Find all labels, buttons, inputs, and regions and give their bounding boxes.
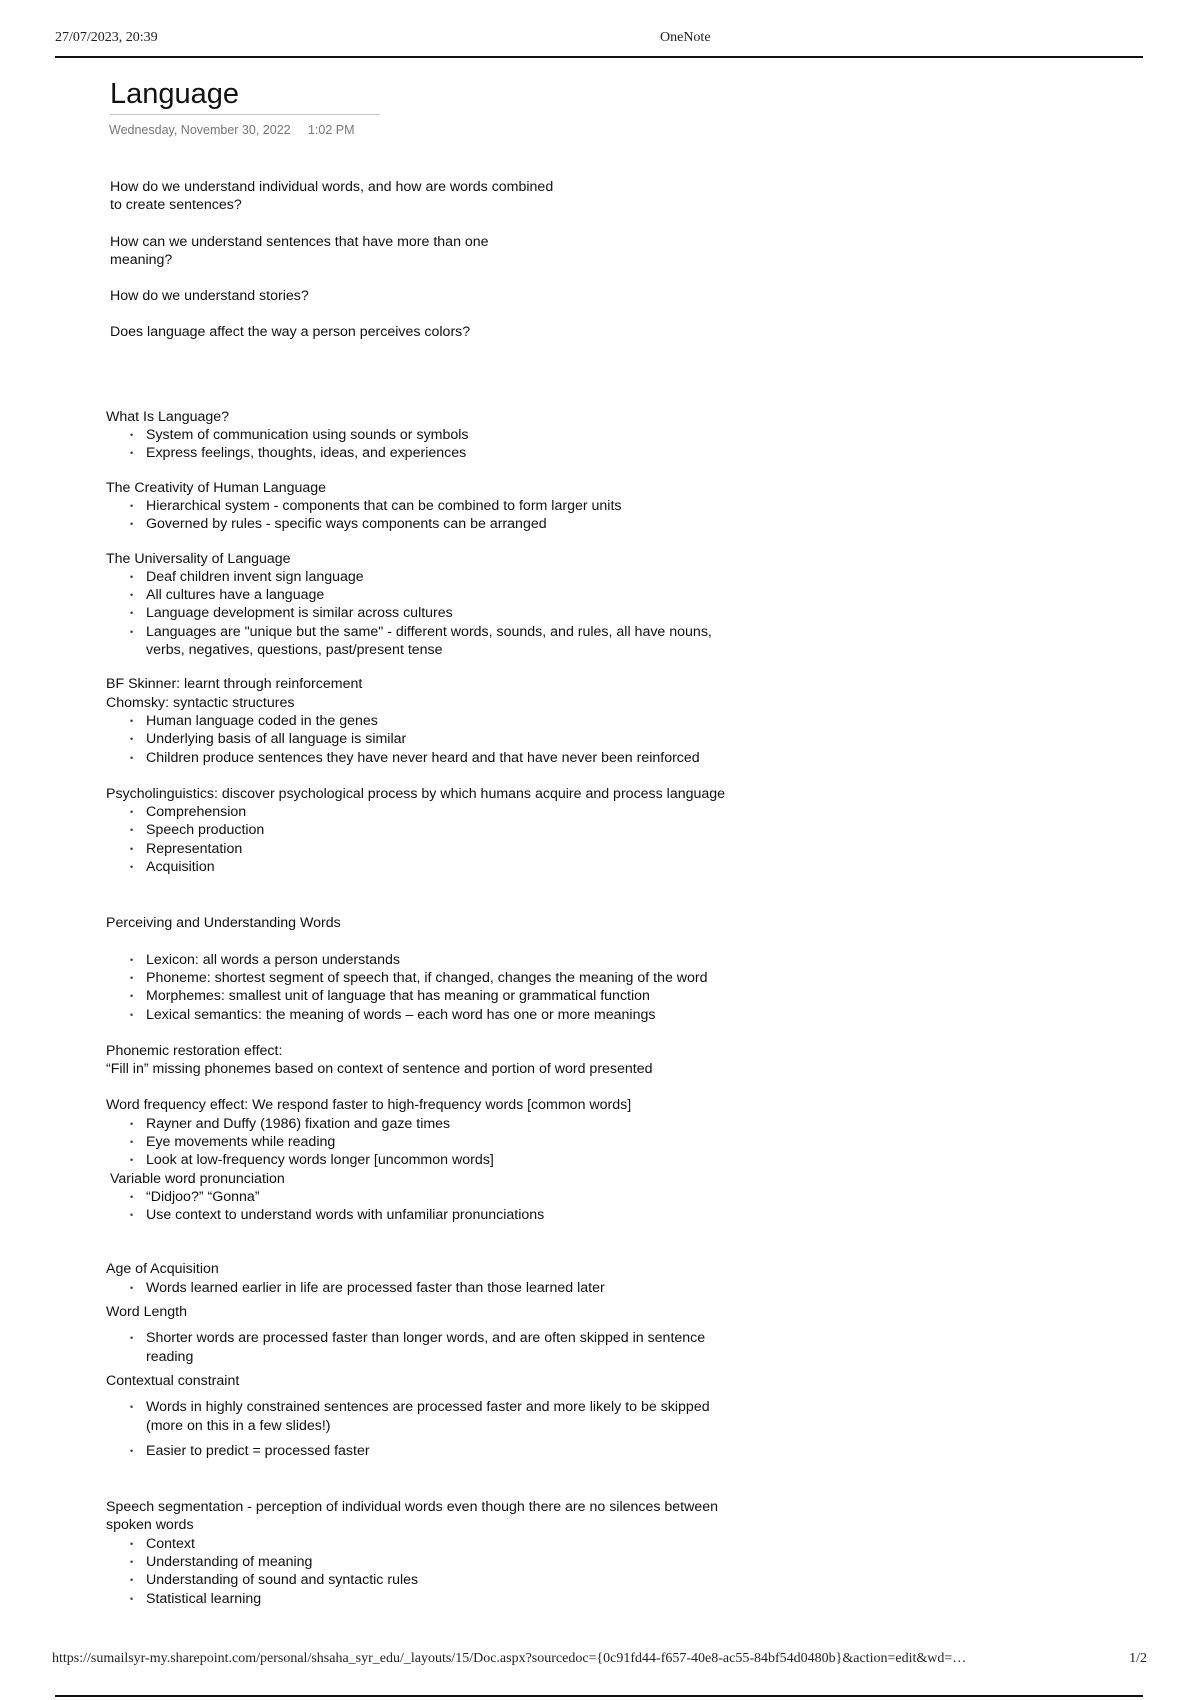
section-speech-segmentation — [106, 1498, 866, 1608]
list-item: • Phoneme: shortest segment of speech that, if changed, changes the meaning of the word — [146, 969, 866, 987]
section-heading: What Is Language? — [106, 408, 230, 425]
list-item: • Look at low-frequency words longer [uncommon words] — [146, 1151, 866, 1169]
section-word-length — [106, 1303, 866, 1366]
print-header — [55, 28, 1143, 58]
list-item: • Words learned earlier in life are processed faster than those learned later — [146, 1279, 866, 1297]
question-block — [110, 323, 866, 341]
list-item: • Human language coded in the genes — [146, 712, 866, 730]
list-item: • Hierarchical system - components that can be combined to form larger units — [146, 497, 866, 515]
section-heading: Psycholinguistics: discover psychological process by which humans acquire and process language — [106, 785, 726, 802]
list-item: • Deaf children invent sign language — [146, 568, 866, 586]
guiding-questions — [106, 178, 866, 342]
list-item: • “Didjoo?” “Gonna” — [146, 1188, 866, 1206]
question-line: to create sentences? — [110, 197, 242, 214]
page-title: Language — [110, 78, 240, 110]
list-item: • Understanding of sound and syntactic rules — [146, 1571, 866, 1589]
page-url: https://sumailsyr-my.sharepoint.com/personal/shsaha_syr_edu/_layouts/15/Doc.aspx?sourcedoc={0c91fd44-f657-40e8-ac55-84bf54d0480b}&action=edit&wd=… — [52, 1651, 967, 1666]
list-item: • Words in highly constrained sentences are processed faster and more likely to be skipped — [146, 1398, 866, 1416]
chomsky-line: Chomsky: syntactic structures — [106, 694, 295, 711]
list-item: • Context — [146, 1535, 866, 1553]
question-block — [110, 233, 866, 270]
section-heading: Variable word pronunciation — [110, 1170, 285, 1187]
section-psycholinguistics — [106, 785, 866, 876]
list-item: • Governed by rules - specific ways components can be arranged — [146, 515, 866, 533]
question-line: How do we understand stories? — [110, 288, 309, 305]
list-item: • All cultures have a language — [146, 586, 866, 604]
section-perceiving-words — [106, 914, 866, 1023]
list-item: • Use context to understand words with unfamiliar pronunciations — [146, 1206, 866, 1224]
section-contextual-constraint — [106, 1372, 866, 1460]
list-item: • Speech production — [146, 821, 866, 839]
question-block — [110, 178, 866, 215]
section-text: “Fill in” missing phonemes based on context of sentence and portion of word presented — [106, 1061, 653, 1078]
list-item: • Lexicon: all words a person understands — [146, 951, 866, 969]
skinner-line: BF Skinner: learnt through reinforcement — [106, 676, 363, 693]
list-item: • Acquisition — [146, 858, 866, 876]
list-item: • Languages are "unique but the same" - different words, sounds, and rules, all have nouns, — [146, 623, 866, 641]
question-line: Does language affect the way a person perceives colors? — [110, 324, 471, 341]
bottom-divider — [55, 1695, 1143, 1697]
list-item-continuation: reading — [146, 1348, 194, 1365]
section-heading: Word Length — [106, 1304, 187, 1321]
question-line: How can we understand sentences that have more than one — [110, 233, 489, 250]
list-item: • Statistical learning — [146, 1590, 866, 1608]
section-what-is-language — [106, 408, 866, 463]
list-item: • Express feelings, thoughts, ideas, and experiences — [146, 444, 866, 462]
page-date: Wednesday, November 30, 2022 1:02 PM — [109, 123, 355, 137]
page-number: 1/2 — [1129, 1651, 1147, 1666]
section-heading: Perceiving and Understanding Words — [106, 915, 341, 932]
page-title-container — [110, 76, 380, 115]
question-block — [110, 287, 866, 305]
section-heading: Contextual constraint — [106, 1372, 240, 1389]
section-heading: The Creativity of Human Language — [106, 479, 327, 496]
list-item: • Rayner and Duffy (1986) fixation and gaze times — [146, 1115, 866, 1133]
section-heading: The Universality of Language — [106, 550, 291, 567]
print-timestamp: 27/07/2023, 20:39 — [55, 30, 158, 45]
list-item: • Lexical semantics: the meaning of words – each word has one or more meanings — [146, 1006, 866, 1024]
section-heading: Speech segmentation - perception of individual words even though there are no silences between — [106, 1499, 719, 1516]
section-heading-continuation: spoken words — [106, 1517, 194, 1534]
list-item: • Morphemes: smallest unit of language that has meaning or grammatical function — [146, 987, 866, 1005]
list-item: • Children produce sentences they have never heard and that have never been reinforced — [146, 749, 866, 767]
list-item: • Understanding of meaning — [146, 1553, 866, 1571]
section-theories — [106, 675, 866, 766]
list-item: • Eye movements while reading — [146, 1133, 866, 1151]
list-item-continuation: (more on this in a few slides!) — [146, 1417, 331, 1434]
list-item: • System of communication using sounds or symbols — [146, 426, 866, 444]
list-item: • Representation — [146, 840, 866, 858]
note-content — [106, 178, 866, 1608]
section-heading: Age of Acquisition — [106, 1261, 219, 1278]
list-item: • Language development is similar across cultures — [146, 604, 866, 622]
print-app-name: OneNote — [660, 30, 711, 45]
section-heading: Phonemic restoration effect: — [106, 1042, 283, 1059]
list-item-continuation: verbs, negatives, questions, past/present tense — [146, 642, 443, 659]
section-word-frequency — [106, 1096, 866, 1224]
section-heading: Word frequency effect: We respond faster to high-frequency words [common words] — [106, 1097, 632, 1114]
question-line: meaning? — [110, 251, 173, 268]
question-line: How do we understand individual words, and how are words combined — [110, 179, 554, 195]
section-creativity — [106, 479, 866, 534]
list-item: • Shorter words are processed faster than longer words, and are often skipped in sentence — [146, 1329, 866, 1347]
list-item: • Underlying basis of all language is similar — [146, 730, 866, 748]
list-item: • Easier to predict = processed faster — [146, 1442, 866, 1460]
section-universality — [106, 550, 866, 660]
section-age-of-acquisition — [106, 1260, 866, 1297]
section-phonemic-restoration — [106, 1042, 866, 1079]
list-item: • Comprehension — [146, 803, 866, 821]
